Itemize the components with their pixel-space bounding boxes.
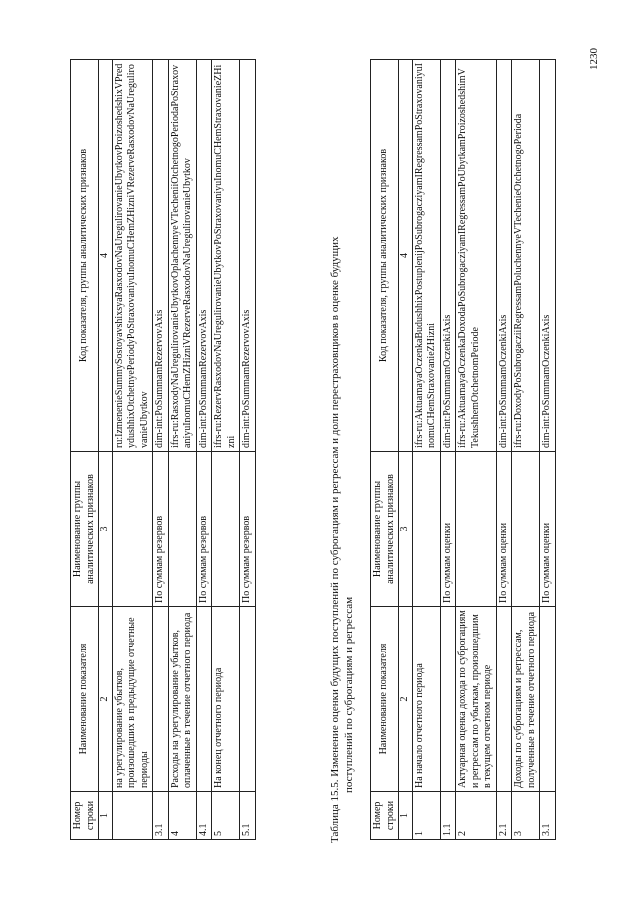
table-row [196, 60, 212, 840]
table-row [440, 60, 456, 840]
column-index-row [399, 60, 413, 840]
indicator-name [440, 607, 456, 792]
header-code: Код показателя, группы аналитических признаков [71, 60, 99, 452]
header-group-name: Наименование группы аналитических признаков [71, 452, 99, 607]
indicator-name [196, 607, 212, 792]
page-number: 1230 [588, 48, 600, 70]
indicator-code: dim-int:PoSummamRezervovAxis [153, 60, 169, 452]
indicator-name: Доходы по суброгациям и регрессам, полученные в течение отчетного периода [512, 607, 540, 792]
indicator-code: dim-int:PoSummamRezervovAxis [196, 60, 212, 452]
table-row [212, 60, 240, 840]
indicator-code: ifrs-ru:DoxodyPoSubrogacziiRegressamPoluchennyeVTechenieOtchetnogoPerioda [512, 60, 540, 452]
table-row [456, 60, 497, 840]
group-name: По суммам оценки [440, 452, 456, 607]
column-index: 4 [99, 60, 113, 452]
table-row [496, 60, 512, 840]
indicator-code: ru:IzmenenieSummySostoyavshixsyaRasxodovNaUregulirovanieUbytkovProizoshedshixVPredydushhixOtchetnyePeriodyPoStraxovaniyuInomuCHemZHizniVRezerveRasxodovNaUregulirovanieUbytkov [112, 60, 153, 452]
reserve-expenses-table [70, 59, 256, 840]
header-row-number: Номер строки [371, 792, 399, 840]
indicator-code: ifrs-ru:RasxodyNaUregulirovanieUbytkovOplachennyeVTecheniiOtchetnogoPeriodaPoStraxovaniyuInomuCHemZHizniVRezerveRasxodovNaUregulirovanieUbytkov [168, 60, 196, 452]
indicator-code: dim-int:PoSummamOczenkiAxis [540, 60, 556, 452]
indicator-name [240, 607, 256, 792]
group-name [168, 452, 196, 607]
row-number: 4.1 [196, 792, 212, 840]
indicator-name: Расходы на урегулирование убытков, оплаченные в течение отчетного периода [168, 607, 196, 792]
indicator-name [496, 607, 512, 792]
group-name [212, 452, 240, 607]
group-name [456, 452, 497, 607]
group-name [112, 452, 153, 607]
group-name: По суммам оценки [496, 452, 512, 607]
row-number: 1.1 [440, 792, 456, 840]
subrogation-estimate-table [370, 59, 556, 840]
indicator-code: ifrs-ru:AktuarnayaOczenkaBudushhixPostuplenijPoSubrogacziyamIRegressamPoStraxovaniyuInomuCHemStraxovanieZHizni [412, 60, 440, 452]
group-name: По суммам резервов [153, 452, 169, 607]
header-indicator-name: Наименование показателя [371, 607, 399, 792]
indicator-code: ifrs-ru:AktuarnayaOczenkaDoxodaPoSubrogacziyamIRegressamPoUbytkamProizoshedshimVTekushhemOtchetnomPeriode [456, 60, 497, 452]
group-name [512, 452, 540, 607]
row-number: 3 [512, 792, 540, 840]
group-name: По суммам резервов [196, 452, 212, 607]
column-index: 1 [399, 792, 413, 840]
table-row [412, 60, 440, 840]
row-number: 4 [168, 792, 196, 840]
table-row [153, 60, 169, 840]
column-index: 1 [99, 792, 113, 840]
indicator-name [540, 607, 556, 792]
column-index: 2 [99, 607, 113, 792]
indicator-code: dim-int:PoSummamOczenkiAxis [496, 60, 512, 452]
indicator-code: dim-int:PoSummamRezervovAxis [240, 60, 256, 452]
header-group-name: Наименование группы аналитических признаков [371, 452, 399, 607]
row-number: 3.1 [540, 792, 556, 840]
header-indicator-name: Наименование показателя [71, 607, 99, 792]
table-row [240, 60, 256, 840]
header-row-number: Номер строки [71, 792, 99, 840]
row-number: 5.1 [240, 792, 256, 840]
row-number: 2 [456, 792, 497, 840]
header-code: Код показателя, группы аналитических признаков [371, 60, 399, 452]
indicator-name [153, 607, 169, 792]
table-row [168, 60, 196, 840]
indicator-name: на урегулирование убытков, произошедших в предыдущие отчетные периоды [112, 607, 153, 792]
caption-line-2: поступлений по суброгациям и регрессам [343, 596, 355, 793]
row-number: 3.1 [153, 792, 169, 840]
column-index: 4 [399, 60, 413, 452]
table-row [512, 60, 540, 840]
indicator-name: На начало отчетного периода [412, 607, 440, 792]
caption-line-1: Таблица 15.5. Изменение оценки будущих поступлений по суброгациям и регрессам и доли перестраховщиков в оценке будущих [329, 236, 341, 843]
row-number [112, 792, 153, 840]
column-index-row [99, 60, 113, 840]
group-name: По суммам оценки [540, 452, 556, 607]
column-index: 2 [399, 607, 413, 792]
indicator-code: ifrs-ru:RezervRasxodovNaUregulirovanieUbytkovPoStraxovaniyuInomuCHemStraxovanieZHizni [212, 60, 240, 452]
group-name [412, 452, 440, 607]
row-number: 1 [412, 792, 440, 840]
table-header-row [371, 60, 399, 840]
row-number: 5 [212, 792, 240, 840]
indicator-code: dim-int:PoSummamOczenkiAxis [440, 60, 456, 452]
table-header-row [71, 60, 99, 840]
indicator-name: Актуарная оценка дохода по суброгациям и регрессам по убыткам, произошедшим в текущем отчетном периоде [456, 607, 497, 792]
indicator-name: На конец отчетного периода [212, 607, 240, 792]
row-number: 2.1 [496, 792, 512, 840]
column-index: 3 [99, 452, 113, 607]
table-caption [328, 53, 356, 843]
column-index: 3 [399, 452, 413, 607]
table-row [112, 60, 153, 840]
group-name: По суммам резервов [240, 452, 256, 607]
table-row [540, 60, 556, 840]
